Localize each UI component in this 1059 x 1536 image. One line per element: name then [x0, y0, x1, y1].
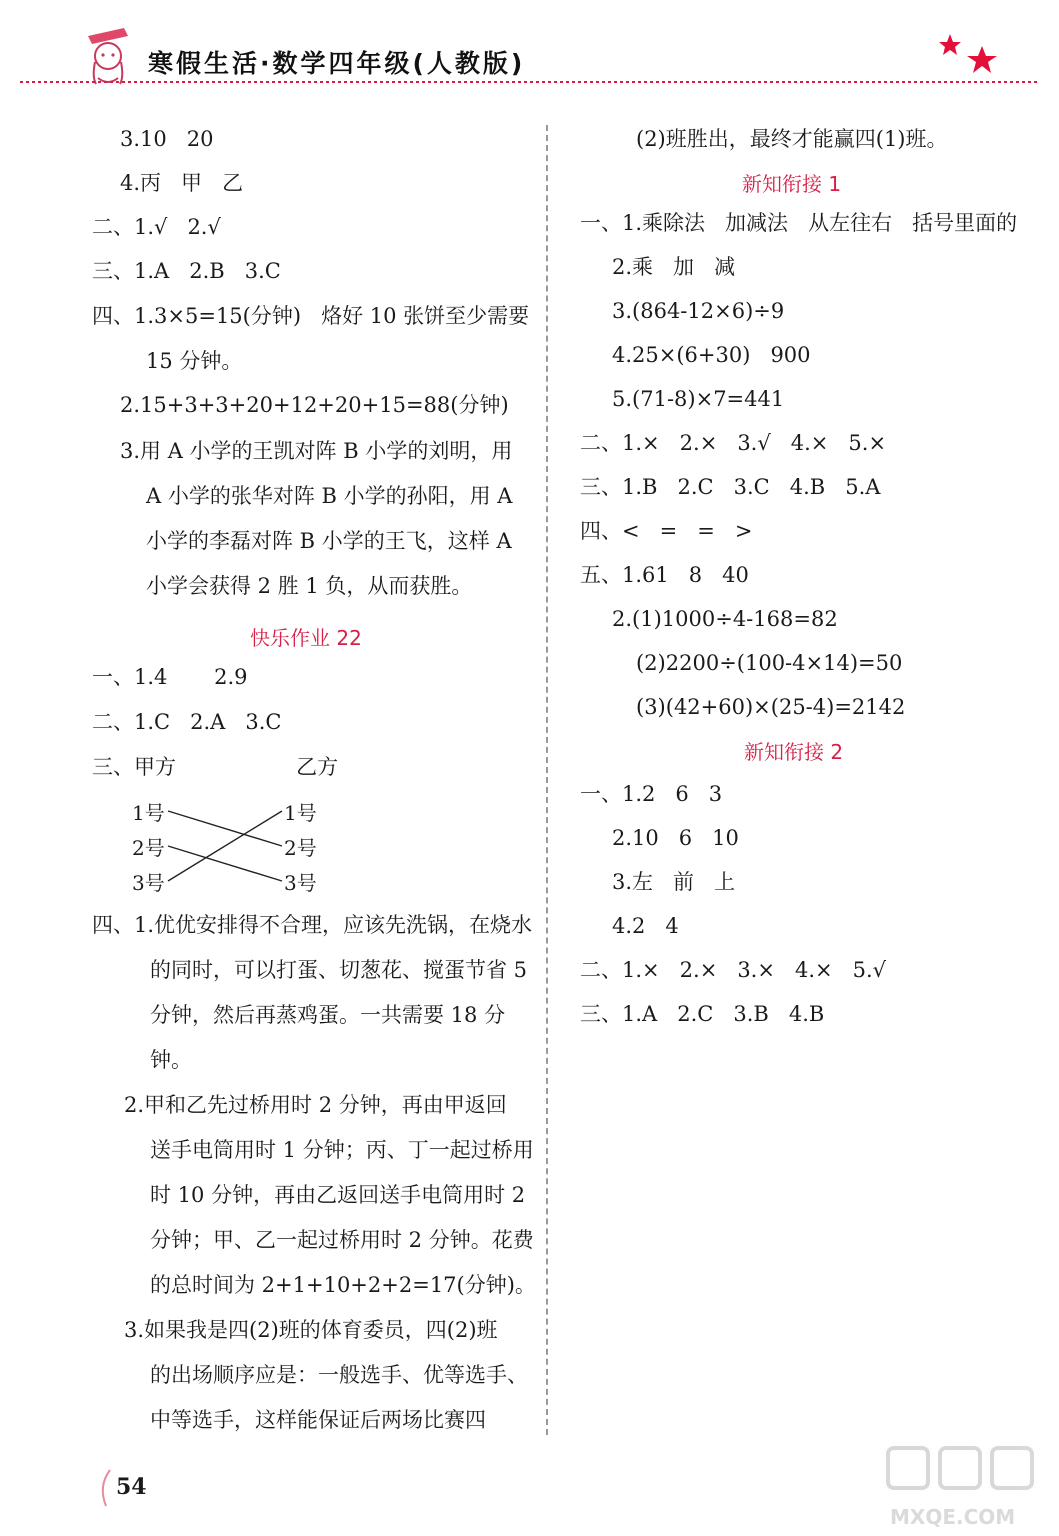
right_column-line: 三、1.A 2.C 3.B 4.B	[580, 1002, 825, 1026]
left_column-line: 二、1.√ 2.√	[92, 215, 221, 239]
left_column-line: 分钟；甲、乙一起过桥用时 2 分钟。花费	[150, 1228, 534, 1252]
right_column-line: 二、1.× 2.× 3.× 4.× 5.√	[580, 958, 887, 982]
right-team-3: 3号	[284, 871, 317, 895]
page-number: 54	[116, 1474, 147, 1500]
left_column-line: 小学会获得 2 胜 1 负，从而获胜。	[146, 574, 473, 598]
left_column-line: 2.15+3+3+20+12+20+15=88(分钟)	[120, 393, 509, 417]
left_column-line: 二、1.C 2.A 3.C	[92, 710, 282, 734]
right_column-line: 五、1.61 8 40	[580, 563, 749, 587]
left_column-line: 分钟，然后再蒸鸡蛋。一共需要 18 分	[150, 1003, 506, 1027]
right_column-line: 一、1.乘除法 加减法 从左往右 括号里面的	[580, 211, 1018, 235]
header-title: 寒假生活·数学四年级(人教版)	[148, 49, 526, 78]
left_column-line: 三、1.A 2.B 3.C	[92, 259, 281, 283]
left_column-line: 2.甲和乙先过桥用时 2 分钟，再由甲返回	[124, 1093, 507, 1117]
right_column-line: 4.25×(6+30) 900	[612, 343, 811, 367]
left_column-line: 四、1.优优安排得不合理，应该先洗锅，在烧水	[92, 913, 533, 937]
left_column-line: 中等选手，这样能保证后两场比赛四	[150, 1408, 486, 1432]
left_column-line: 的出场顺序应是：一般选手、优等选手、	[150, 1363, 528, 1387]
left_column-line: 的同时，可以打蛋、切葱花、搅蛋节省 5	[150, 958, 528, 982]
left_column-line: 三、甲方 乙方	[92, 755, 339, 779]
column-divider	[546, 125, 548, 1435]
right_column-line: 2.(1)1000÷4-168=82	[612, 607, 838, 631]
svg-text:MXQE.COM: MXQE.COM	[890, 1505, 1016, 1529]
left_column-line: 15 分钟。	[146, 349, 243, 373]
page-header	[0, 0, 1059, 110]
right-team-2: 2号	[284, 836, 317, 860]
section-title: 新知衔接 2	[744, 740, 844, 764]
left_column-line: 的总时间为 2+1+10+2+2=17(分钟)。	[150, 1273, 536, 1297]
left_column-line: 3.10 20	[120, 127, 214, 151]
right_column-line: 三、1.B 2.C 3.C 4.B 5.A	[580, 475, 881, 499]
left_column-line: 一、1.4 2.9	[92, 665, 248, 689]
left-team-3: 3号	[132, 871, 165, 895]
left_column-line: 钟。	[150, 1048, 192, 1072]
header-dotted-divider	[20, 80, 1040, 84]
right_column-line: 4.2 4	[612, 914, 679, 938]
right_column-line: 2.乘 加 减	[612, 255, 736, 279]
left_column-line: 送手电筒用时 1 分钟；丙、丁一起过桥用	[150, 1138, 534, 1162]
matching-diagram	[130, 795, 330, 895]
left-team-2: 2号	[132, 836, 165, 860]
right_column-line: 5.(71-8)×7=441	[612, 387, 785, 411]
right_column-line: 二、1.× 2.× 3.√ 4.× 5.×	[580, 431, 887, 455]
left_column-line: 3.用 A 小学的王凯对阵 B 小学的刘明，用	[120, 439, 513, 463]
right_column-line: (2)班胜出，最终才能赢四(1)班。	[636, 127, 948, 151]
section-title: 快乐作业 22	[250, 626, 362, 650]
page-corner-mark-icon	[96, 1466, 114, 1510]
right_column-line: (3)(42+60)×(25-4)=2142	[636, 695, 906, 719]
decorative-stars-icon	[930, 28, 1010, 78]
right_column-line: 2.10 6 10	[612, 826, 739, 850]
right_column-line: (2)2200÷(100-4×14)=50	[636, 651, 903, 675]
section-title: 新知衔接 1	[742, 172, 842, 196]
left_column-line: 小学的李磊对阵 B 小学的王飞，这样 A	[146, 529, 512, 553]
left_column-line: 4.丙 甲 乙	[120, 171, 244, 195]
left_column-line: 时 10 分钟，再由乙返回送手电筒用时 2	[150, 1183, 526, 1207]
left_column-line: A 小学的张华对阵 B 小学的孙阳，用 A	[146, 484, 513, 508]
right-team-1: 1号	[284, 801, 317, 825]
right_column-line: 3.左 前 上	[612, 870, 736, 894]
watermark-logo	[868, 1440, 1053, 1532]
left_column-line: 3.如果我是四(2)班的体育委员，四(2)班	[124, 1318, 498, 1342]
right_column-line: 四、< = = >	[580, 519, 753, 543]
left_column-line: 四、1.3×5=15(分钟) 烙好 10 张饼至少需要	[92, 304, 530, 328]
left-team-1: 1号	[132, 801, 165, 825]
right_column-line: 3.(864-12×6)÷9	[612, 299, 785, 323]
right_column-line: 一、1.2 6 3	[580, 782, 723, 806]
girl-mascot-icon	[78, 22, 138, 88]
